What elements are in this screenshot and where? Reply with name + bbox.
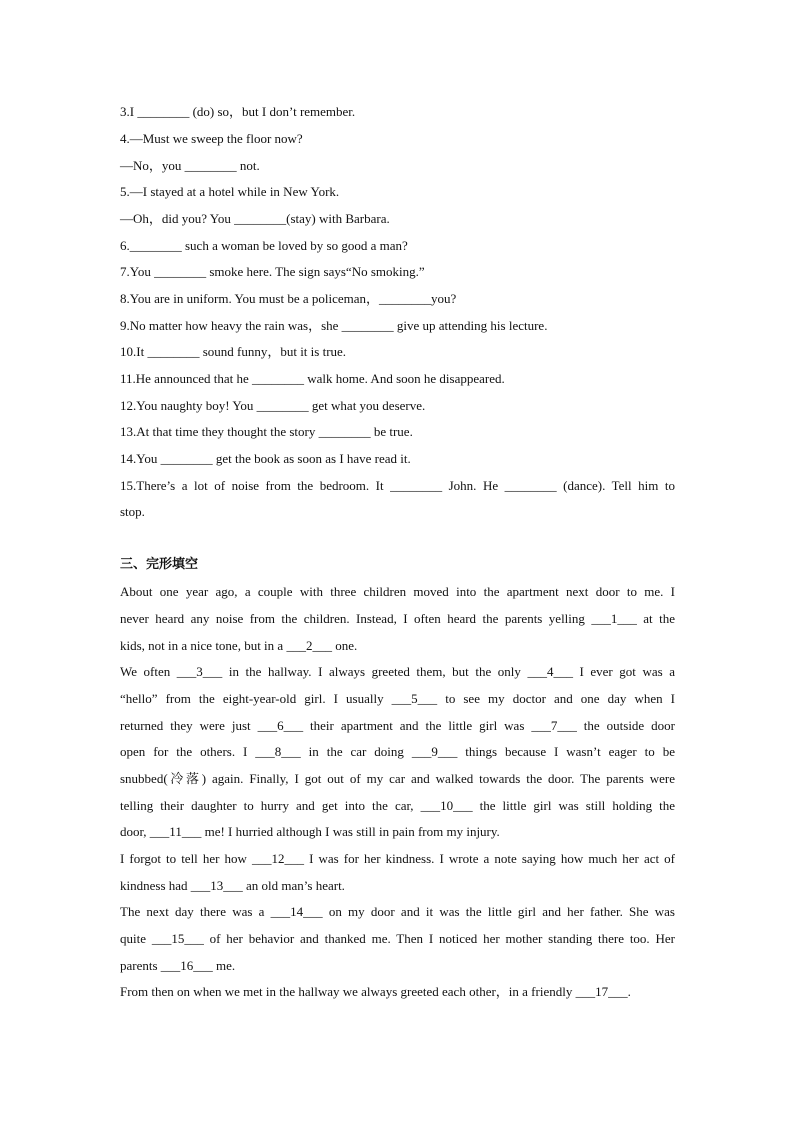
- cloze-line: I forgot to tell her how ___12___ I was for her kindness. I wrote a note saying how much her act of: [120, 851, 675, 866]
- cloze-line: kids, not in a nice tone, but in a ___2___ one.: [120, 638, 358, 653]
- exercise-line: 5.—I stayed at a hotel while in New York.: [120, 184, 340, 199]
- exercise-line: 13.At that time they thought the story ________ be true.: [120, 424, 413, 439]
- cloze-line: never heard any noise from the children. Instead, I often heard the parents yelling ___1___ at the: [120, 611, 675, 626]
- exercise-line: 7.You ________ smoke here. The sign says“No smoking.”: [120, 264, 425, 279]
- exercise-line: 11.He announced that he ________ walk home. And soon he disappeared.: [120, 371, 505, 386]
- cloze-line: quite ___15___ of her behavior and thanked me. Then I noticed her mother standing there too. Her: [120, 931, 675, 946]
- exercise-line: 6.________ such a woman be loved by so good a man?: [120, 238, 408, 253]
- exercise-line: —No，you ________ not.: [120, 158, 260, 173]
- exercise-line: 12.You naughty boy! You ________ get what you deserve.: [120, 398, 426, 413]
- exercise-line: 15.There’s a lot of noise from the bedroom. It ________ John. He ________ (dance). Tell him to: [120, 478, 675, 493]
- cloze-line: We often ___3___ in the hallway. I always greeted them, but the only ___4___ I ever got was a: [120, 664, 675, 679]
- exercise-line: 9.No matter how heavy the rain was，she ________ give up attending his lecture.: [120, 318, 548, 333]
- cloze-line: “hello” from the eight-year-old girl. I usually ___5___ to see my doctor and one day when I: [120, 691, 675, 706]
- cloze-line: door, ___11___ me! I hurried although I was still in pain from my injury.: [120, 824, 500, 839]
- exercise-line: 10.It ________ sound funny，but it is true.: [120, 344, 347, 359]
- exercise-line: stop.: [120, 504, 145, 519]
- cloze-line: open for the others. I ___8___ in the car doing ___9___ things because I wasn’t eager to be: [120, 744, 675, 759]
- cloze-line: From then on when we met in the hallway we always greeted each other，in a friendly ___17___.: [120, 984, 631, 999]
- exercise-line: —Oh，did you? You ________(stay) with Barbara.: [120, 211, 390, 226]
- cloze-line: returned they were just ___6___ their apartment and the little girl was ___7___ the outside door: [120, 718, 675, 733]
- exercise-line: 8.You are in uniform. You must be a policeman，________you?: [120, 291, 457, 306]
- cloze-line: The next day there was a ___14___ on my door and it was the little girl and her father. She was: [120, 904, 675, 919]
- exercise-line: 4.—Must we sweep the floor now?: [120, 131, 303, 146]
- cloze-line: kindness had ___13___ an old man’s heart.: [120, 878, 345, 893]
- cloze-line: snubbed(冷落) again. Finally, I got out of my car and walked towards the door. The parents were: [120, 771, 675, 786]
- section-heading: 三、完形填空: [120, 557, 199, 572]
- cloze-line: parents ___16___ me.: [120, 958, 236, 973]
- cloze-line: telling their daughter to hurry and get into the car, ___10___ the little girl was still holding the: [120, 798, 675, 813]
- exercise-line: 3.I ________ (do) so，but I don’t remember.: [120, 104, 356, 119]
- exercise-line: 14.You ________ get the book as soon as I have read it.: [120, 451, 411, 466]
- cloze-line: About one year ago, a couple with three children moved into the apartment next door to me. I: [120, 584, 675, 599]
